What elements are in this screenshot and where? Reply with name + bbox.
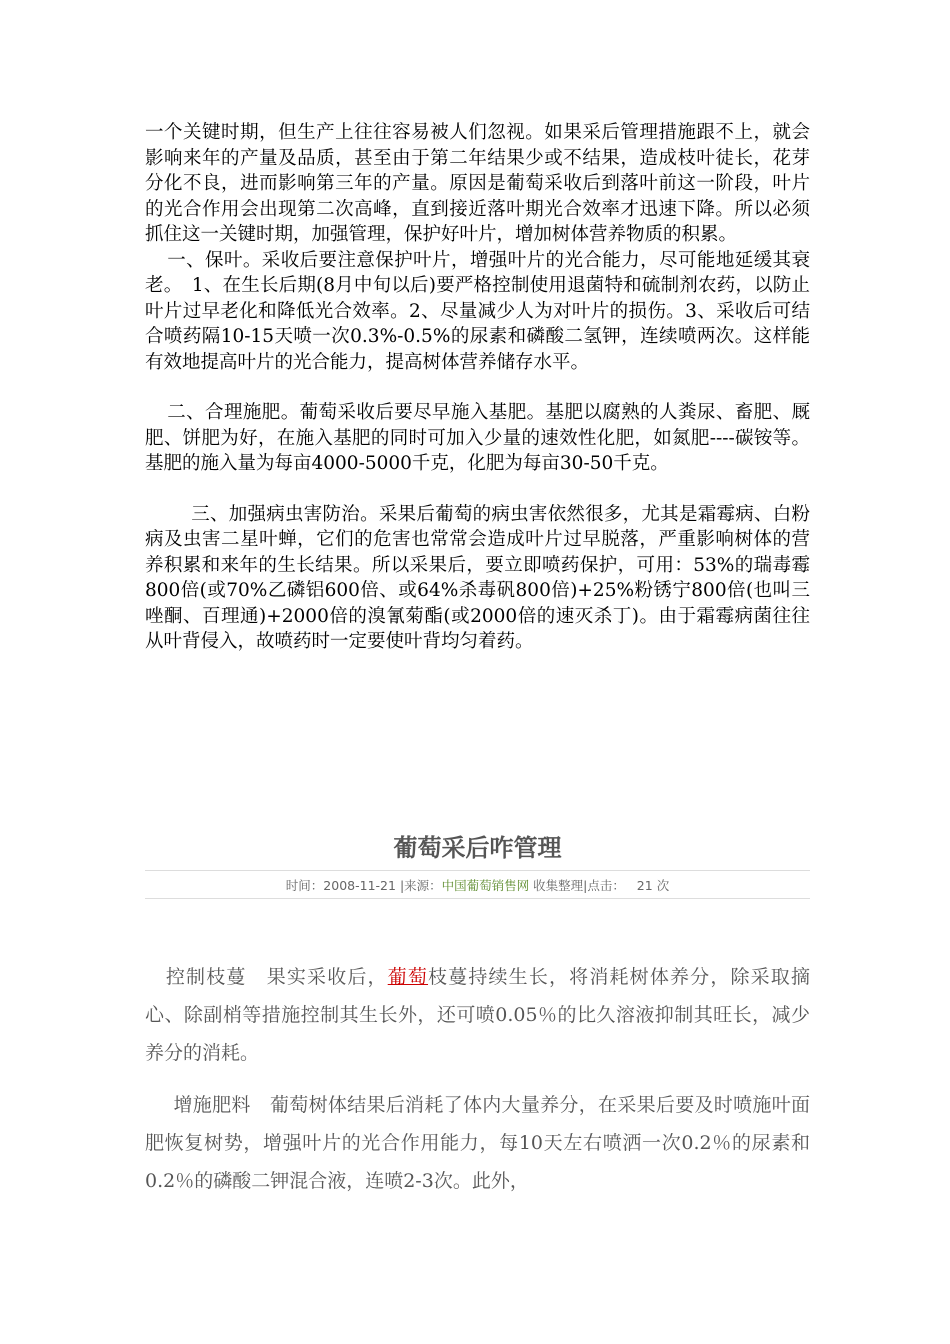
article-body xyxy=(145,958,810,1214)
meta-collect: 收集整理|点击： xyxy=(533,878,625,893)
meta-source-label: |来源： xyxy=(399,878,442,893)
intro-paragraph-3: 二、合理施肥。葡萄采收后要尽早施入基肥。基肥以腐熟的人粪尿、畜肥、厩肥、饼肥为好，在施入基肥的同时可加入少量的速效性化肥，如氮肥----碳铵等。基肥的施入量为每亩4000-5000千克，化肥为每亩30-50千克。 xyxy=(145,402,810,474)
article-paragraph-2: 增施肥料 葡萄树体结果后消耗了体内大量养分，在采果后要及时喷施叶面肥恢复树势，增强叶片的光合作用能力，每10天左右喷洒一次0.2％的尿素和0.2％的磷酸二钾混合液，连喷2-3次。此外， xyxy=(145,1094,810,1192)
intro-section xyxy=(145,120,810,655)
intro-paragraph-4: 三、加强病虫害防治。采果后葡萄的病虫害依然很多，尤其是霜霉病、白粉病及虫害二星叶蝉，它们的危害也常常会造成叶片过早脱落，严重影响树体的营养积累和来年的生长结果。所以采果后，要立即喷药保护，可用：53%的瑞毒霉800倍(或70%乙磷铝600倍、或64%杀毒矾800倍)+25%粉锈宁800倍(也叫三唑酮、百理通)+2000倍的溴氰菊酯(或2000倍的速灭杀丁)。由于霜霉病菌往往从叶背侵入，故喷药时一定要使叶背均匀着药。 xyxy=(145,503,810,652)
meta-divider-top xyxy=(145,870,810,871)
meta-divider-bottom xyxy=(145,898,810,899)
article-title: 葡萄采后咋管理 xyxy=(393,834,562,862)
intro-paragraph-1: 一个关键时期，但生产上往往容易被人们忽视。如果采后管理措施跟不上，就会影响来年的产量及品质，甚至由于第二年结果少或不结果，造成枝叶徒长，花芽分化不良，进而影响第三年的产量。原因是葡萄采收后到落叶前这一阶段，叶片的光合作用会出现第二次高峰，直到接近落叶期光合效率才迅速下降。所以必须抓住这一关键时期，加强管理，保护好叶片，增加树体营养物质的积累。 xyxy=(145,122,810,245)
meta-source-link[interactable]: 中国葡萄销售网 xyxy=(441,878,530,893)
meta-time-label: 时间： xyxy=(285,878,324,893)
article-meta xyxy=(145,876,810,894)
p1-tail: 枝蔓持续生长，将消耗树体养分，除采取摘心、除副梢等措施控制其生长外，还可喷0.05％的比久溶液抑制其旺长，减少养分的消耗。 xyxy=(145,966,810,1064)
p1-head: 控制枝蔓 果实采收后， xyxy=(165,966,388,988)
intro-paragraph-2: 一、保叶。采收后要注意保护叶片，增强叶片的光合能力，尽可能地延缓其衰老。 1、在生长后期(8月中旬以后)要严格控制使用退菌特和硫制剂农药，以防止叶片过早老化和降低光合效率。2、尽量减少人为对叶片的损伤。3、采收后可结合喷药隔10-15天喷一次0.3%-0.5%的尿素和磷酸二氢钾，连续喷两次。这样能有效地提高叶片的光合能力，提高树体营养储存水平。 xyxy=(145,249,810,373)
meta-clicks-unit: 次 xyxy=(656,878,670,893)
grape-link[interactable]: 葡萄 xyxy=(387,966,429,988)
meta-clicks: 21 xyxy=(636,878,653,893)
meta-time: 2008-11-21 xyxy=(323,878,396,893)
article-paragraph-1 xyxy=(145,958,810,1072)
